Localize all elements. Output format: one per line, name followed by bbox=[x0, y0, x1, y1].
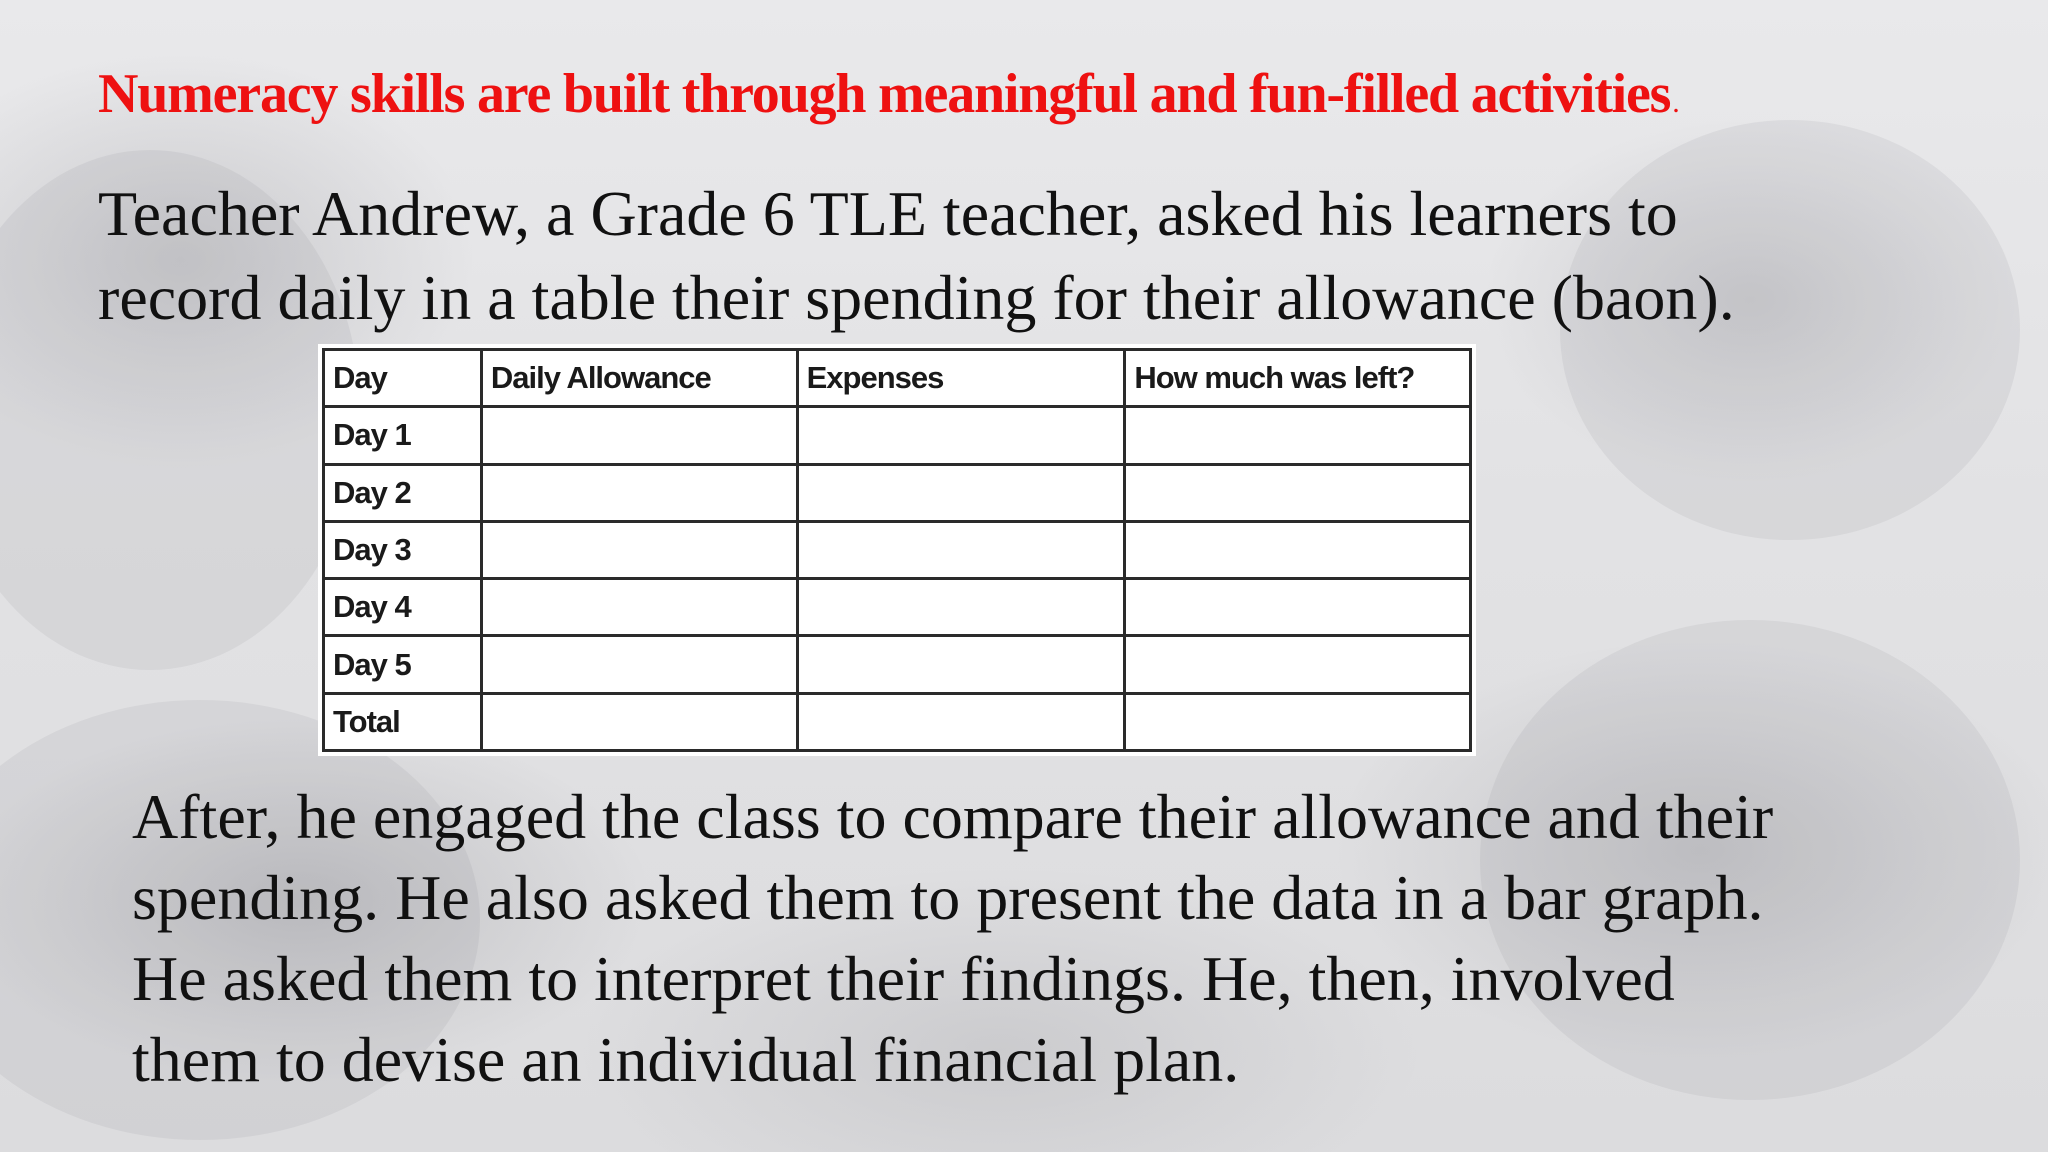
table-header-cell: Daily Allowance bbox=[481, 350, 797, 407]
table-cell-day: Day 4 bbox=[324, 579, 482, 636]
table-row bbox=[324, 579, 1471, 636]
table-cell bbox=[481, 636, 797, 693]
table-row bbox=[324, 464, 1471, 521]
table-cell bbox=[481, 579, 797, 636]
table-cell bbox=[481, 693, 797, 750]
table-cell bbox=[481, 521, 797, 578]
table-cell-total-label: Total bbox=[324, 693, 482, 750]
table-cell bbox=[1125, 521, 1471, 578]
outro-line: spending. He also asked them to present the data in a bar graph. bbox=[132, 862, 1764, 933]
heading-period: . bbox=[1672, 86, 1679, 119]
heading-text: Numeracy skills are built through meaningful and fun-filled activities bbox=[98, 63, 1671, 125]
table-cell bbox=[1125, 407, 1471, 464]
table-header-row bbox=[324, 350, 1471, 407]
table-cell bbox=[797, 579, 1125, 636]
allowance-table-container bbox=[318, 344, 1476, 756]
table-cell-day: Day 3 bbox=[324, 521, 482, 578]
table-cell bbox=[797, 521, 1125, 578]
table-cell bbox=[481, 464, 797, 521]
table-cell-day: Day 2 bbox=[324, 464, 482, 521]
table-cell bbox=[797, 407, 1125, 464]
table-row bbox=[324, 521, 1471, 578]
table-cell bbox=[797, 693, 1125, 750]
table-cell bbox=[1125, 579, 1471, 636]
table-header-cell: Expenses bbox=[797, 350, 1125, 407]
table-cell-day: Day 5 bbox=[324, 636, 482, 693]
table-row bbox=[324, 407, 1471, 464]
table-cell-day: Day 1 bbox=[324, 407, 482, 464]
table-cell bbox=[1125, 636, 1471, 693]
outro-line: He asked them to interpret their findings. He, then, involved bbox=[132, 943, 1675, 1014]
outro-line: After, he engaged the class to compare their allowance and their bbox=[132, 781, 1774, 852]
table-cell bbox=[481, 407, 797, 464]
intro-line: Teacher Andrew, a Grade 6 TLE teacher, asked his learners to bbox=[98, 178, 1678, 249]
table-header-cell: How much was left? bbox=[1125, 350, 1471, 407]
intro-line: record daily in a table their spending for their allowance (baon). bbox=[98, 262, 1735, 333]
table-cell bbox=[797, 464, 1125, 521]
table-cell bbox=[1125, 693, 1471, 750]
slide-heading bbox=[98, 62, 1679, 126]
table-total-row bbox=[324, 693, 1471, 750]
outro-paragraph bbox=[132, 776, 2012, 1100]
allowance-table bbox=[322, 348, 1472, 752]
intro-paragraph bbox=[98, 172, 1918, 340]
table-cell bbox=[797, 636, 1125, 693]
outro-line: them to devise an individual financial plan. bbox=[132, 1024, 1240, 1095]
table-row bbox=[324, 636, 1471, 693]
table-cell bbox=[1125, 464, 1471, 521]
table-header-cell: Day bbox=[324, 350, 482, 407]
